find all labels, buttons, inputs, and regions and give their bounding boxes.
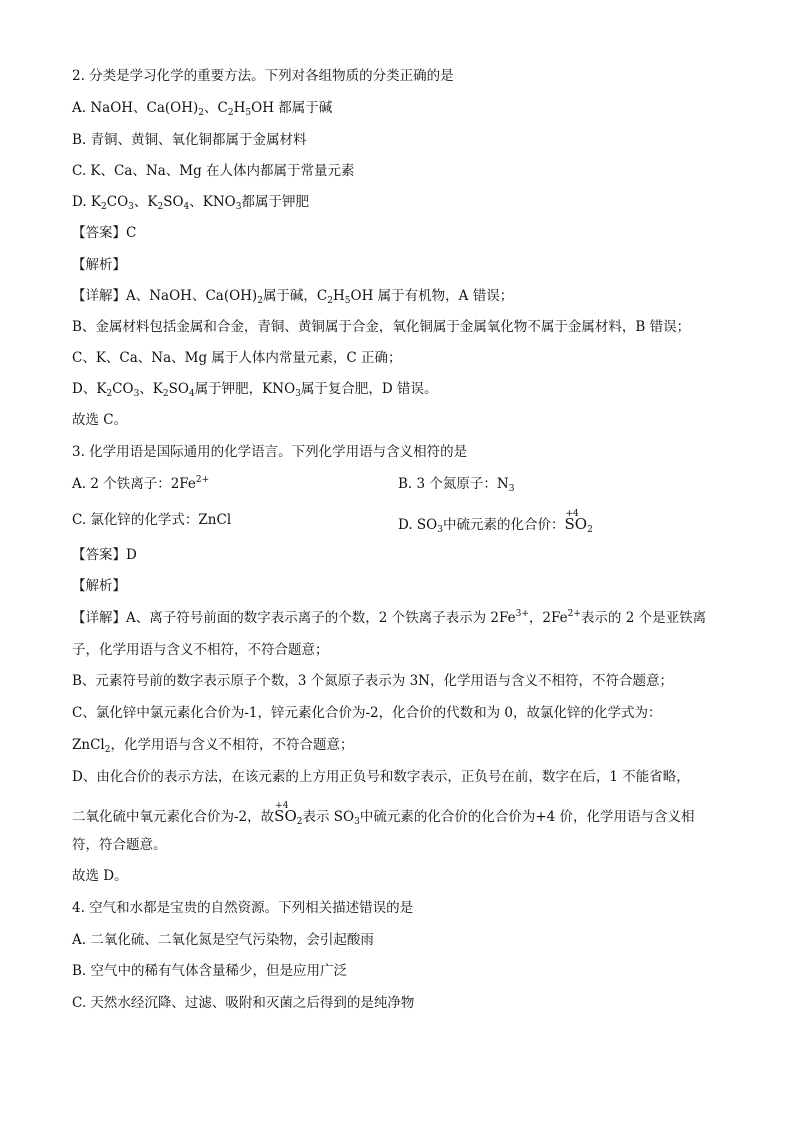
- q3-option-b: B. 3 个氮原子：$N_3$: [398, 476, 515, 494]
- q3-detail-d-cont: 二氧化硫中氧元素化合价为-2，故 +4 $SO_2$表示 $SO_3$中硫元素的化合价的化合价为+4 价，化学用语与含义相: [72, 801, 695, 827]
- q3-conclusion: 故选 D。: [72, 868, 128, 884]
- q2-detail-b: B、金属材料包括金属和合金，青铜、黄铜属于合金，氧化铜属于金属氧化物不属于金属材料，B 错误；: [72, 319, 691, 335]
- valence-notation: +4 $SO_2$: [564, 509, 593, 535]
- q3-option-a: A. 2 个铁离子：$2Fe^{2+}$: [72, 475, 210, 492]
- q2-option-a: A. NaOH、$Ca(OH)_2$、$C_2H_5OH$ 都属于碱: [72, 100, 333, 118]
- q3-answer: 【答案】D: [72, 547, 137, 563]
- q3-analysis-heading: 【解析】: [72, 578, 126, 594]
- q3-option-c: C. 氯化锌的化学式：ZnCl: [72, 512, 232, 528]
- q2-option-d: D. $K_2CO_3$、$K_2SO_4$、$KNO_3$都属于钾肥: [72, 194, 309, 212]
- q2-option-b: B. 青铜、黄铜、氧化铜都属于金属材料: [72, 132, 307, 148]
- q3-detail-d-cont2: 符，符合题意。: [72, 837, 167, 853]
- q2-option-c: C. K、Ca、Na、Mg 在人体内都属于常量元素: [72, 163, 355, 179]
- q2-analysis-heading: 【解析】: [72, 257, 126, 273]
- q4-option-b: B. 空气中的稀有气体含量稀少，但是应用广泛: [72, 963, 348, 979]
- q2-conclusion: 故选 C。: [72, 412, 128, 428]
- q4-option-a: A. 二氧化硫、二氧化氮是空气污染物，会引起酸雨: [72, 932, 374, 948]
- q2-detail-c: C、K、Ca、Na、Mg 属于人体内常量元素，C 正确；: [72, 350, 402, 366]
- q3-option-d: D. $SO_3$中硫元素的化合价： +4 $SO_2$: [398, 509, 593, 535]
- q4-stem: 4. 空气和水都是宝贵的自然资源。下列相关描述错误的是: [72, 900, 414, 916]
- q2-stem: 2. 分类是学习化学的重要方法。下列对各组物质的分类正确的是: [72, 68, 454, 84]
- q3-detail-a: 【详解】A、离子符号前面的数字表示离子的个数，2 个铁离子表示为 $2Fe^{3+}$，$2Fe^{2+}$表示的 2 个是亚铁离: [72, 609, 707, 626]
- q3-detail-c-cont: ZnCl$_2$，化学用语与含义不相符，不符合题意；: [72, 737, 354, 755]
- q3-detail-d: D、由化合价的表示方法，在该元素的上方用正负号和数字表示，正负号在前，数字在后，1 不能省略，: [72, 769, 690, 785]
- valence-notation-inline: +4 $SO_2$: [274, 801, 303, 827]
- q2-detail-a: 【详解】A、NaOH、$Ca(OH)_2$属于碱，$C_2H_5OH$ 属于有机物，A 错误；: [72, 288, 514, 306]
- q3-detail-c: C、氯化锌中氯元素化合价为-1，锌元素化合价为-2，化合价的代数和为 0，故氯化锌的化学式为：: [72, 705, 662, 721]
- q2-detail-d: D、$K_2CO_3$、$K_2SO_4$属于钾肥，$KNO_3$属于复合肥，D 错误。: [72, 381, 438, 399]
- q3-detail-a-cont: 子，化学用语与含义不相符，不符合题意；: [72, 642, 329, 658]
- q3-stem: 3. 化学用语是国际通用的化学语言。下列化学用语与含义相符的是: [72, 444, 468, 460]
- q2-answer: 【答案】C: [72, 225, 137, 241]
- q4-option-c: C. 天然水经沉降、过滤、吸附和灭菌之后得到的是纯净物: [72, 995, 415, 1011]
- q3-detail-b: B、元素符号前的数字表示原子个数，3 个氮原子表示为 3N，化学用语与含义不相符，不符合题意；: [72, 673, 673, 689]
